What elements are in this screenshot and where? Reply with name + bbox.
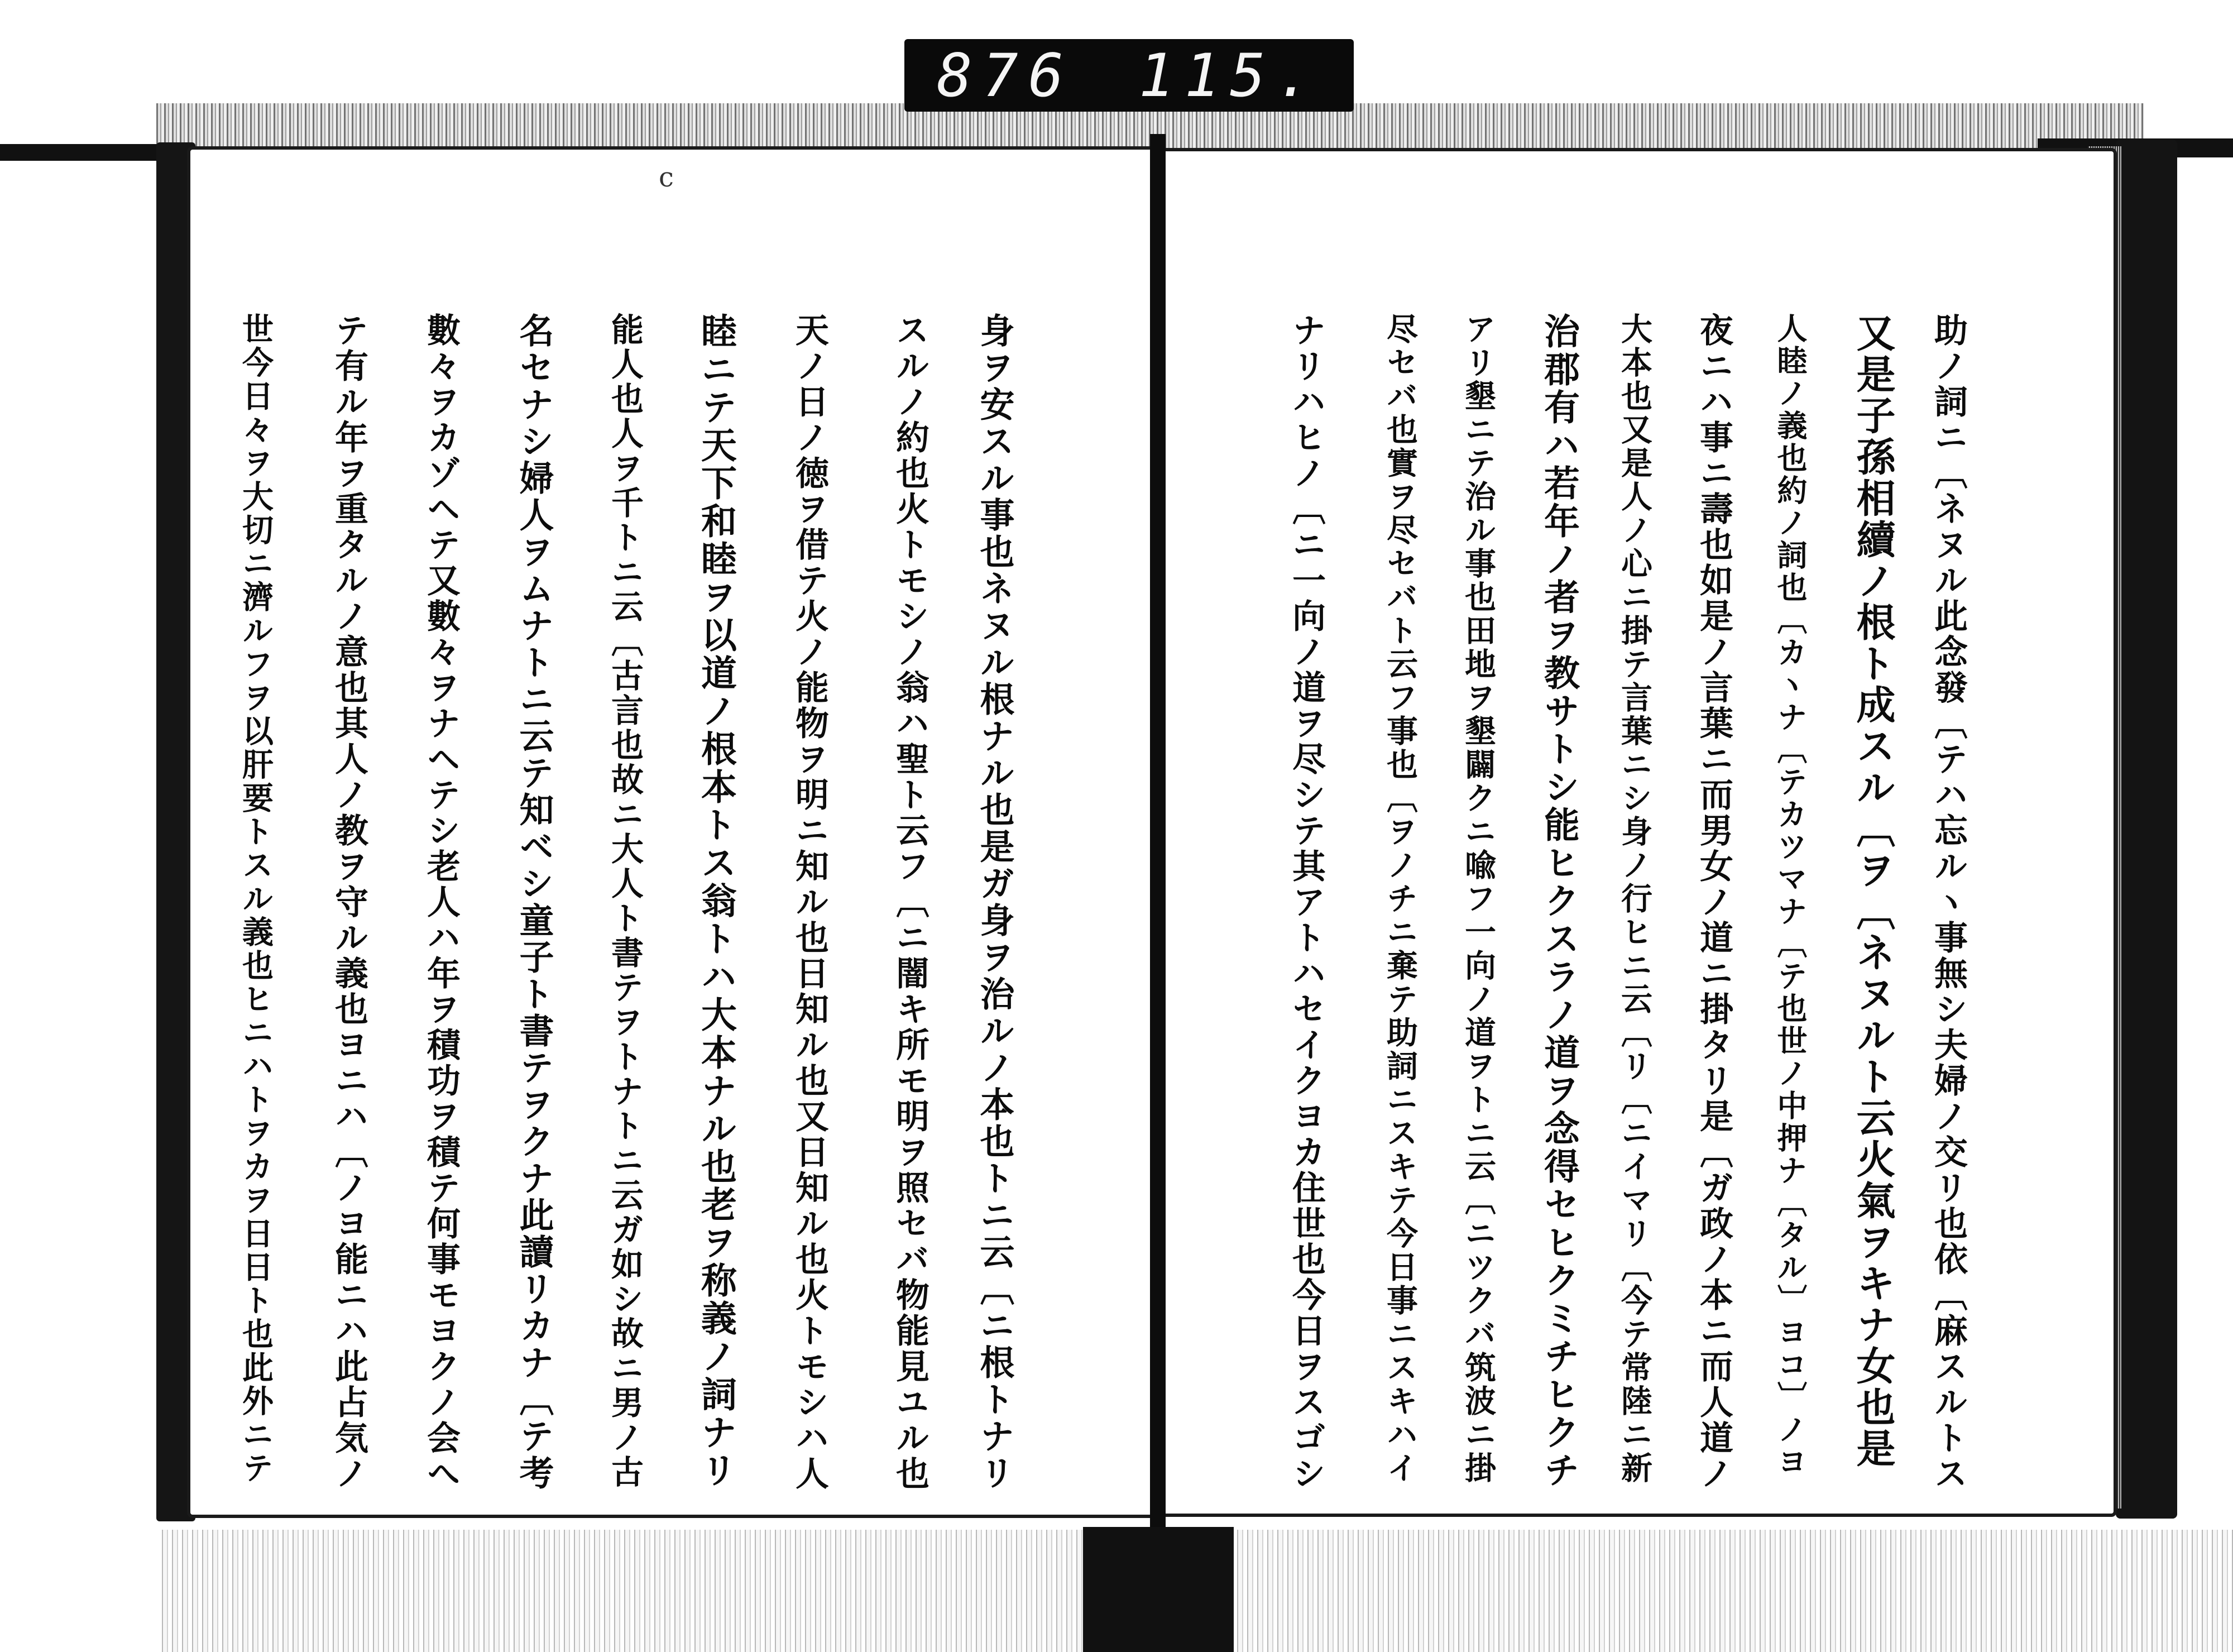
text-column: 人睦ノ義也約ノ詞也〔カヽナ〔テカツマナ〔テ也世ノ中押ナ〔タル〕ヨコ〕ノヨ [1772,313,1808,1478]
catalog-label [904,39,1354,112]
book-cover-right [2116,140,2177,1519]
catalog-number-right: 115. [1138,41,1321,110]
text-column: 世今日々ヲ大切ニ濟ルフヲ以肝要トスル義也ヒニハトヲカヲ日日ト也此外ニテ [237,313,274,1485]
text-column: スルノ約也火トモシノ翁ハ聖ト云フ〔ニ闇キ所モ明ヲ照セバ物能見ユル也 [890,313,929,1492]
text-column: 又是子孫相續ノ根ト成スル〔ヲ〔ネヌルト云火氣ヲキナ女也是 [1850,313,1896,1469]
text-column: 尽セバ也實ヲ尽セバト云フ事也〔ヲノチニ棄テ助詞ニスキテ今日事ニスキハイ [1382,313,1419,1485]
text-column: アリ墾ニテ治ル事也田地ヲ墾闢クニ喩フ一向ノ道ヲトニ云〔ニツクバ筑波ニ掛 [1460,313,1497,1485]
text-column: 夜ニハ事ニ壽也如是ノ言葉ニ而男女ノ道ニ掛タリ是〔ガ政ノ本ニ而人道ノ [1694,313,1733,1492]
text-column: テ有ル年ヲ重タルノ意也其人ノ教ヲ守ル義也ヨニハ〔ノヨ能ニハ此占気ノ [329,313,368,1492]
text-column: 睦ニテ天下和睦ヲ以道ノ根本トス翁トハ大本ナル也老ヲ称義ノ詞ナリ [695,313,737,1490]
text-column: 大本也又是人ノ心ニ掛テ言葉ニシ身ノ行ヒニ云〔リ〔ニイマリ〔今テ常陸ニ新 [1616,313,1653,1485]
text-column: 數々ヲカゾヘテ又數々ヲナヘテシ老人ハ年ヲ積功ヲ積テ何事モヨクノ会へ [421,313,461,1492]
text-column: 治郡有ハ若年ノ者ヲ教サトシ能ヒクスラノ道ヲ念得セヒクミチヒクチ [1538,313,1580,1490]
book-gutter [1150,134,1166,1530]
text-column: 身ヲ安スル事也ネヌル根ナル也是ガ身ヲ治ルノ本也トニ云〔ニ根トナリ [974,313,1015,1492]
catalog-number-left: 876 [937,41,1074,110]
text-column: 助ノ詞ニ〔ネヌル此念發〔テハ忘ルヽ事無シ夫婦ノ交リ也依〔麻スルトス [1929,313,1968,1492]
text-column: 天ノ日ノ徳ヲ借テ火ノ能物ヲ明ニ知ル也日知ル也又日知ル也火トモシハ人 [790,313,829,1492]
page-mark: c [659,162,674,193]
text-column: 能人也人ヲ千トニ云〔古言也故ニ大人ト書テヲトナトニ云ガ如シ故ニ男ノ古 [606,313,644,1490]
text-column: 名セナシ婦人ヲムナトニ云テ知ベシ童子ト書テヲクナ此讀リカナ〔テ考 [514,313,554,1492]
text-column: ナリハヒノ〔ニ一向ノ道ヲ尽シテ其アトハセイクヨカ住世也今日ヲスゴシ [1287,313,1326,1492]
gutter-shadow [1083,1527,1234,1652]
